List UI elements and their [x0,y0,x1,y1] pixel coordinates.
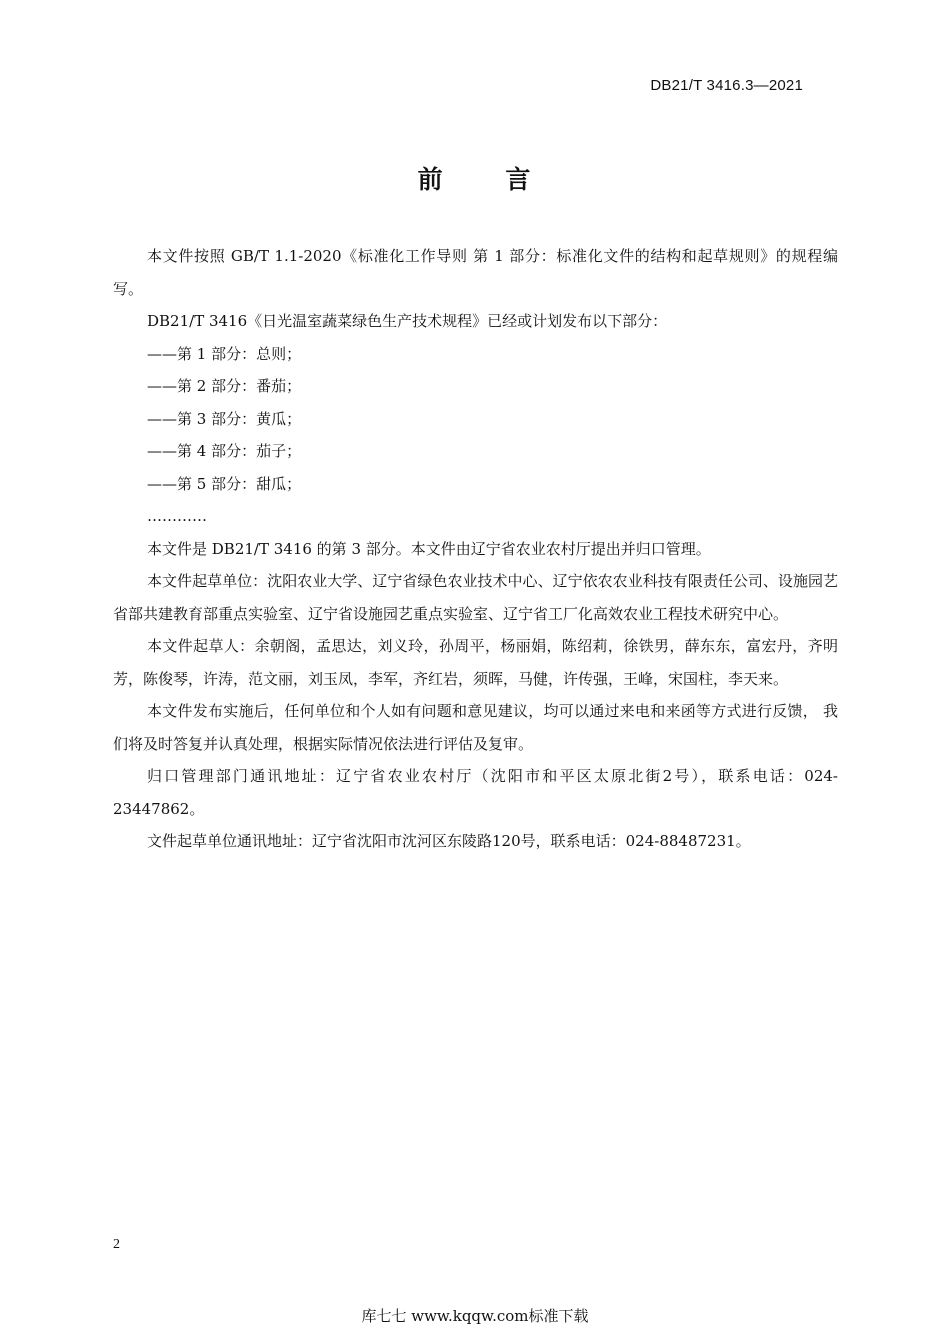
list-item: ——第 4 部分：茄子； [147,442,302,460]
paragraph-part-statement: 本文件是 DB21/T 3416 的第 3 部分。本文件由辽宁省农业农村厅提出并归口管理。 [147,539,711,558]
paragraph-management-address: 归口管理部门通讯地址：辽宁省农业农村厅（沈阳市和平区太原北街2号），联系电话：024-23447862。 [113,767,838,818]
list-item: ——第 2 部分：番茄； [147,377,302,395]
document-body [113,240,838,858]
parts-list [113,338,838,533]
list-item: ——第 5 部分：甜瓜； [147,474,302,493]
page-title: 前 言 [417,165,533,194]
paragraph-drafting-rules: 本文件按照 GB/T 1.1-2020《标准化工作导则 第 1 部分：标准化文件的结构和起草规则》的规程编写。 [113,247,838,298]
list-item: ——第 3 部分：黄瓜； [147,409,302,428]
page-number: 2 [113,1237,120,1252]
list-item-ellipsis: ………… [147,507,207,525]
footer-watermark: 库七七 www.kqqw.com标准下载 [361,1307,589,1325]
paragraph-drafting-units: 本文件起草单位：沈阳农业大学、辽宁省绿色农业技术中心、辽宁依农农业科技有限责任公司、设施园艺省部共建教育部重点实验室、辽宁省设施园艺重点实验室、辽宁省工厂化高效农业工程技术研究中心。 [113,572,838,623]
paragraph-feedback: 本文件发布实施后，任何单位和个人如有问题和意见建议，均可以通过来电和来函等方式进行反馈， 我们将及时答复并认真处理，根据实际情况依法进行评估及复审。 [113,702,838,753]
paragraph-drafting-address: 文件起草单位通讯地址：辽宁省沈阳市沈河区东陵路120号，联系电话：024-88487231。 [147,832,751,850]
paragraph-drafters: 本文件起草人：余朝阁，孟思达，刘义玲，孙周平，杨丽娟，陈绍莉，徐铁男，薛东东，富宏丹，齐明芳，陈俊琴，许涛，范文丽，刘玉凤，李军，齐红岩，须晖，马健，许传强，王峰，宋国柱，李天来。 [113,637,838,688]
list-item: ——第 1 部分：总则； [147,344,302,363]
paragraph-series-intro: DB21/T 3416《日光温室蔬菜绿色生产技术规程》已经或计划发布以下部分： [147,312,668,330]
standard-code: DB21/T 3416.3—2021 [650,77,803,94]
